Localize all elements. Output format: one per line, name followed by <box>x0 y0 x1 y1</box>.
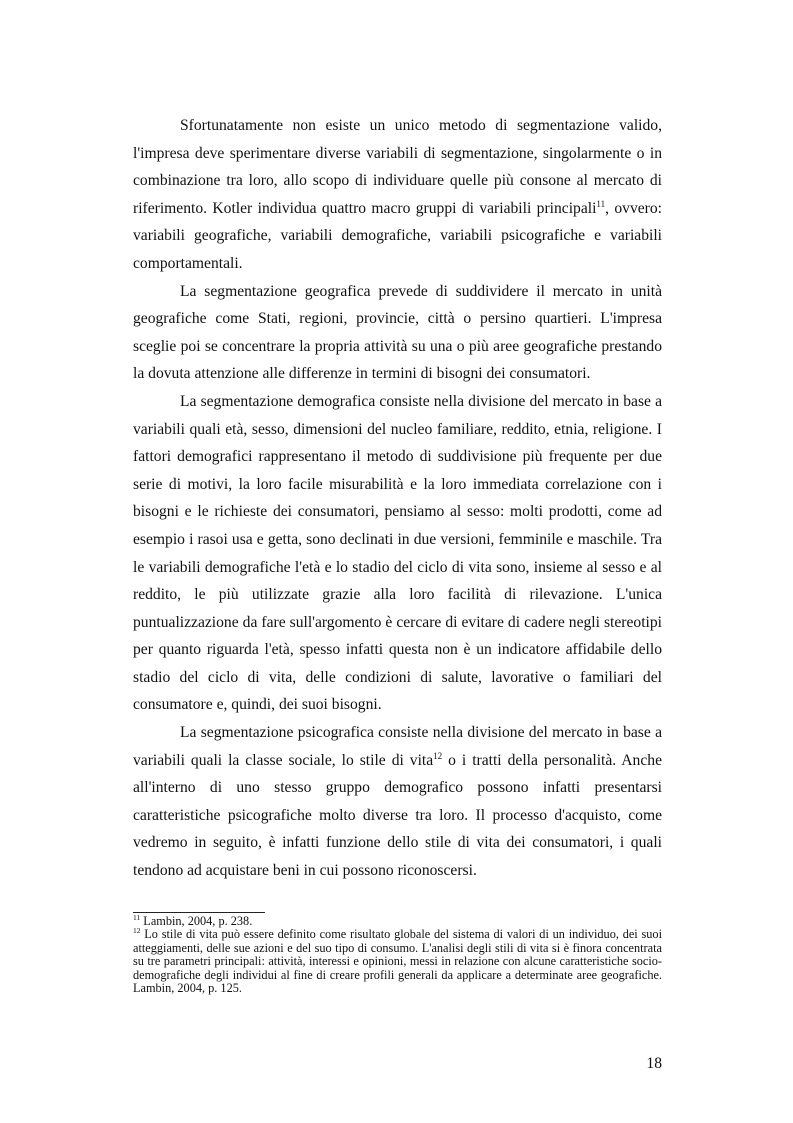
paragraph-text: o i tratti della personalità. Anche all'interno di uno stesso gruppo demografico possono infatti presentarsi caratteristiche psicografiche molto diverse tra loro. Il processo d'acquisto, come vedremo in seguito, è infatti funzione dello stile di vita dei consumatori, i quali tendono ad acquistare beni in cui possono riconoscersi. <box>133 751 662 880</box>
footnote-divider <box>133 912 265 913</box>
page-number: 18 <box>646 1055 662 1072</box>
footnotes <box>133 912 662 996</box>
footnote-12 <box>133 928 662 995</box>
paragraph-text: Sfortunatamente non esiste un unico metodo di segmentazione valido, l'impresa deve sperimentare diverse variabili di segmentazione, singolarmente o in combinazione tra loro, allo scopo di individuare quelle più consone al mercato di riferimento. Kotler individua quattro macro gruppi di variabili principali <box>133 117 662 217</box>
footnote-number: 12 <box>133 926 141 936</box>
footnote-text: Lo stile di vita può essere definito come risultato globale del sistema di valori di un individuo, dei suoi atteggiamenti, delle sue azioni e del suo tipo di consumo. L'analisi degli stili di vita si è finora concentrata su tre parametri principali: attività, interessi e opinioni, messi in relazione con alcune caratteristiche socio-demografiche degli individui al fine di creare profili generali da applicare a determinate aree geografiche. Lambin, 2004, p. 125. <box>133 927 662 996</box>
footnote-number: 11 <box>133 912 141 922</box>
footnote-ref-11[interactable]: 11 <box>596 198 606 209</box>
footnote-text: Lambin, 2004, p. 238. <box>140 914 253 928</box>
paragraph-demographic: La segmentazione demografica consiste nella divisione del mercato in base a variabili quali età, sesso, dimensioni del nucleo familiare, reddito, etnia, religione. I fattori demografici rappresentano il metodo di suddivisione più frequente per due serie di motivi, la loro facile misurabilità e la loro immediata correlazione con i bisogni e le richieste dei consumatori, pensiamo al sesso: molti prodotti, come ad esempio i rasoi usa e getta, sono declinati in due versioni, femminile e maschile. Tra le variabili demografiche l'età e lo stadio del ciclo di vita sono, insieme al sesso e al reddito, le più utilizzate grazie alla loro facilità di rilevazione. L'unica puntualizzazione da fare sull'argomento è cercare di evitare di cadere negli stereotipi per quanto riguarda l'età, spesso infatti questa non è un indicatore affidabile dello stadio del ciclo di vita, delle condizioni di salute, lavorative o familiari del consumatore e, quindi, dei suoi bisogni. <box>133 392 662 714</box>
page-body <box>133 112 662 885</box>
footnote-ref-12[interactable]: 12 <box>433 750 443 761</box>
paragraph-psychographic <box>133 719 662 885</box>
paragraph-segmentation-intro <box>133 112 662 278</box>
paragraph-text: La segmentazione psicografica consiste nella divisione del mercato in base a variabili quali la classe sociale, lo stile di vita <box>133 724 662 769</box>
paragraph-geographic: La segmentazione geografica prevede di suddividere il mercato in unità geografiche come Stati, regioni, provincie, città o persino quartieri. L'impresa sceglie poi se concentrare la propria attività su una o più aree geografiche prestando la dovuta attenzione alle differenze in termini di bisogni dei consumatori. <box>133 282 662 383</box>
paragraph-text: , ovvero: variabili geografiche, variabili demografiche, variabili psicografiche e variabili comportamentali. <box>133 199 662 272</box>
